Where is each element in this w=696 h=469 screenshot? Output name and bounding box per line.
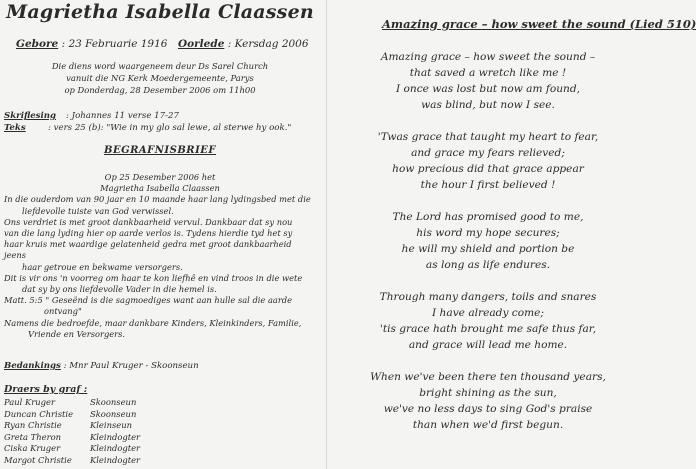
dates-row	[16, 38, 316, 50]
letter-line: Matt. 5:5 " Geseënd is die sagmoediges want aan hulle sal die aarde	[4, 295, 293, 306]
hymn-stanza	[338, 209, 638, 273]
service-details	[40, 60, 280, 96]
letter-line: Op 25 Desember 2006 het	[104, 172, 216, 182]
page-fold	[326, 0, 327, 469]
hymn-line: and grace my fears relieved;	[411, 147, 565, 159]
hymn-line: 'tis grace hath brought me safe thus far,	[379, 323, 597, 335]
left-page	[0, 0, 320, 469]
letter-line: liefdevolle tuiste van God verwissel.	[22, 205, 174, 216]
bearer-row	[4, 443, 204, 455]
thanks-value: : Mnr Paul Kruger - Skoonseun	[63, 361, 199, 371]
hymn-line: that saved a wretch like me !	[409, 67, 567, 79]
letter-line: Dit is vir ons 'n voorreg om haar te kon liefhê en vind troos in die wete	[4, 272, 303, 283]
bearer-relation: Kleinseun	[90, 420, 133, 430]
bearer-relation: Skoonseun	[90, 397, 137, 407]
letter-line: haar kruis met waardige gelatenheid gedra met groot dankbaarheid jeens	[4, 239, 292, 261]
bearer-name: Ryan Christie	[4, 420, 62, 430]
hymn-line: than when we'd first begun.	[412, 419, 564, 431]
right-page	[338, 0, 696, 469]
bearer-row	[4, 409, 204, 421]
born-value: : 23 Februarie 1916	[61, 38, 168, 50]
thanks-row	[4, 361, 199, 371]
bearer-relation: Kleindogter	[90, 454, 141, 465]
hymn-line: he will my shield and portion be	[401, 243, 575, 255]
letter-line: Vriende en Versorgers.	[28, 328, 126, 339]
service-line: vanuit die NG Kerk Moedergemeente, Parys	[66, 73, 254, 83]
hymn-line: 'Twas grace that taught my heart to fear,	[377, 131, 599, 143]
hymn-line: Through many dangers, toils and snares	[379, 291, 597, 303]
deceased-name: Magrietha Isabella Claassen	[6, 1, 314, 23]
letter-line: van die lang lyding hier op aarde verlos is. Tydens hierdie tyd het sy	[4, 228, 293, 239]
hymn-line: When we've been there ten thousand years,	[370, 371, 606, 383]
sermon-text	[4, 123, 292, 133]
bearer-row	[4, 397, 204, 409]
letter-line: In die ouderdom van 90 jaar en 10 maande haar lang lydingsbed met die	[4, 194, 311, 205]
hymn-line: The Lord has promised good to me,	[392, 211, 584, 223]
service-line: op Donderdag, 28 Desember 2006 om 11h00	[64, 85, 256, 95]
hymn-line: I once was lost but now am found,	[395, 83, 581, 95]
died-value: : Kersdag 2006	[227, 38, 309, 50]
bearer-relation: Kleindogter	[90, 431, 141, 442]
hymn-line: we've no less days to sing God's praise	[383, 403, 593, 415]
died-date	[178, 38, 309, 50]
bearer-relation: Kleindogter	[90, 443, 141, 453]
reading-value: : Johannes 11 verse 17-27	[66, 111, 179, 121]
bearers-list	[4, 397, 204, 466]
text-value: : vers 25 (b): "Wie in my glo sal lewe, al sterwe hy ook."	[48, 123, 292, 133]
reading-label: Skriflesing	[4, 111, 57, 121]
hymn-stanza	[338, 289, 638, 353]
letter-line: Magrietha Isabella Claassen	[100, 183, 220, 194]
service-line: Die diens word waargeneem deur Ds Sarel Church	[51, 61, 269, 71]
letter-line: haar getroue en bekwame versorgers.	[22, 261, 183, 272]
scripture-reading	[4, 111, 179, 121]
thanks-label: Bedankings	[4, 361, 61, 371]
hymn-line: as long as life endures.	[425, 259, 551, 271]
bearer-row	[4, 420, 204, 432]
bearer-name: Paul Kruger	[4, 397, 55, 407]
hymn-line: was blind, but now I see.	[421, 99, 555, 111]
funeral-letter	[4, 172, 316, 340]
bearers-heading: Draers by graf :	[4, 384, 88, 395]
letter-line: Namens die bedroefde, maar dankbare Kinders, Kleinkinders, Familie,	[4, 317, 302, 328]
letter-line: dat sy by ons liefdevolle Vader in die hemel is.	[22, 284, 217, 295]
born-label: Gebore	[16, 38, 59, 50]
hymn-line: how precious did that grace appear	[392, 163, 584, 175]
born-date	[16, 38, 167, 50]
bearer-name: Ciska Kruger	[4, 443, 61, 453]
hymn-title: Amazing grace – how sweet the sound (Lied 510)	[382, 17, 696, 31]
letter-line: Ons verdriet is met groot dankbaarheid vervul. Dankbaar dat sy nou	[4, 216, 293, 227]
hymn-line: Amazing grace – how sweet the sound –	[380, 51, 596, 63]
hymn-stanza	[338, 129, 638, 193]
letter-heading: BEGRAFNISBRIEF	[104, 145, 216, 156]
hymn-line: the hour I first believed !	[420, 179, 556, 191]
bearer-relation: Skoonseun	[90, 408, 137, 419]
hymn-line: bright shining as the sun,	[419, 387, 557, 399]
letter-line: ontvang"	[44, 306, 82, 317]
bearer-name: Greta Theron	[4, 431, 62, 442]
died-label: Oorlede	[178, 38, 225, 50]
hymn-line: his word my hope secures;	[416, 227, 560, 239]
hymn-line: I have already come;	[432, 307, 544, 319]
hymn-stanza	[338, 49, 638, 113]
bearer-row	[4, 432, 204, 444]
bearer-name: Margot Christie	[4, 454, 72, 465]
hymn-stanza	[338, 369, 638, 433]
text-label: Teks	[4, 123, 26, 133]
hymn-line: and grace will lead me home.	[408, 339, 568, 351]
bearer-name: Duncan Christie	[4, 408, 74, 419]
bearer-row	[4, 455, 204, 467]
